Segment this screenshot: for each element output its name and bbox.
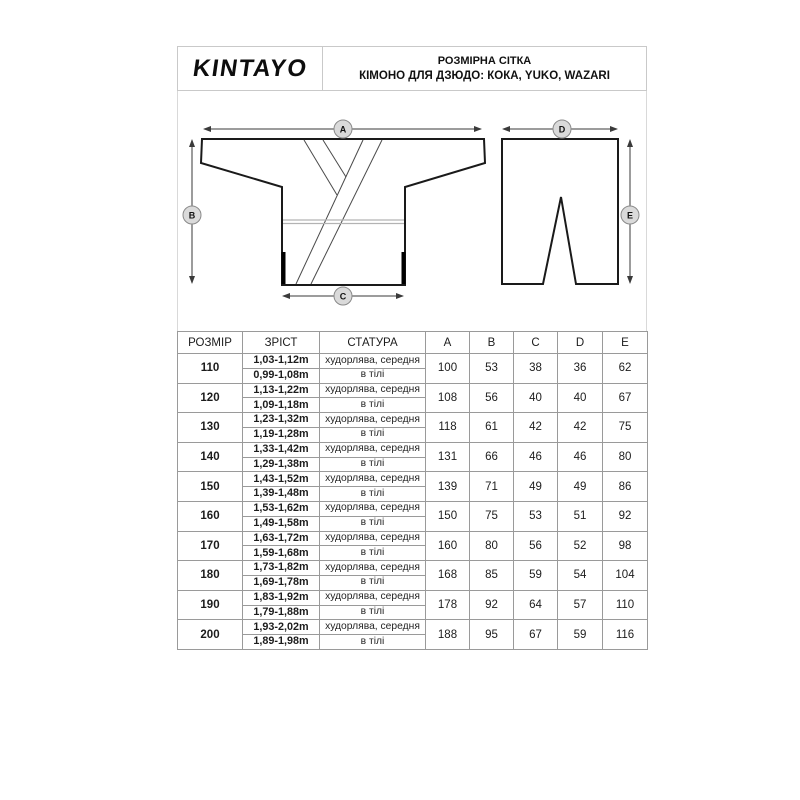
value-d: 49 <box>558 472 603 502</box>
value-d: 40 <box>558 383 603 413</box>
value-a: 178 <box>426 590 470 620</box>
dimension-label-e <box>621 206 639 224</box>
build-line-2: в тілі <box>320 516 426 531</box>
height-range-1: 1,33-1,42m <box>243 442 320 457</box>
height-range-2: 0,99-1,08m <box>243 368 320 383</box>
height-range-2: 1,39-1,48m <box>243 487 320 502</box>
height-range-2: 1,19-1,28m <box>243 427 320 442</box>
table-row <box>178 413 648 428</box>
pants-diagram <box>502 120 639 284</box>
table-row <box>178 442 648 457</box>
value-c: 64 <box>514 590 558 620</box>
brand-logo: KINTAYO <box>190 54 310 82</box>
value-d: 51 <box>558 501 603 531</box>
dimension-label-b <box>183 206 201 224</box>
value-d: 36 <box>558 354 603 384</box>
jacket-diagram <box>183 120 485 305</box>
build-line-2: в тілі <box>320 398 426 413</box>
value-a: 150 <box>426 501 470 531</box>
height-range-1: 1,83-1,92m <box>243 590 320 605</box>
dimension-label-c <box>334 287 352 305</box>
build-line-2: в тілі <box>320 457 426 472</box>
value-d: 52 <box>558 531 603 561</box>
value-d: 46 <box>558 442 603 472</box>
size-value: 200 <box>178 620 243 650</box>
value-d: 59 <box>558 620 603 650</box>
value-a: 160 <box>426 531 470 561</box>
value-d: 57 <box>558 590 603 620</box>
value-c: 38 <box>514 354 558 384</box>
value-e: 110 <box>603 590 648 620</box>
value-e: 62 <box>603 354 648 384</box>
height-range-1: 1,73-1,82m <box>243 561 320 576</box>
value-c: 40 <box>514 383 558 413</box>
height-range-1: 1,93-2,02m <box>243 620 320 635</box>
diagram-section <box>177 91 647 331</box>
jacket-outline <box>201 139 485 285</box>
value-b: 66 <box>470 442 514 472</box>
col-header-c: C <box>514 332 558 354</box>
col-header-e: E <box>603 332 648 354</box>
value-c: 49 <box>514 472 558 502</box>
build-line-1: худорлява, середня <box>320 442 426 457</box>
value-e: 75 <box>603 413 648 443</box>
value-a: 168 <box>426 561 470 591</box>
build-line-1: худорлява, середня <box>320 354 426 369</box>
value-e: 67 <box>603 383 648 413</box>
svg-text:C: C <box>339 291 347 302</box>
value-b: 61 <box>470 413 514 443</box>
table-row <box>178 472 648 487</box>
size-value: 130 <box>178 413 243 443</box>
size-table-body <box>178 354 648 650</box>
value-a: 108 <box>426 383 470 413</box>
table-row <box>178 590 648 605</box>
svg-text:B: B <box>188 210 196 221</box>
col-header-size: РОЗМІР <box>178 332 243 354</box>
table-row <box>178 354 648 369</box>
table-row <box>178 620 648 635</box>
svg-text:E: E <box>626 210 634 221</box>
value-a: 131 <box>426 442 470 472</box>
header <box>177 46 647 91</box>
svg-text:A: A <box>339 124 347 135</box>
value-e: 98 <box>603 531 648 561</box>
value-c: 42 <box>514 413 558 443</box>
document-title: РОЗМІРНА СІТКА <box>437 54 532 67</box>
document-subtitle: КІМОНО ДЛЯ ДЗЮДО: КОКА, YUKO, WAZARI <box>359 69 610 82</box>
build-line-1: худорлява, середня <box>320 531 426 546</box>
value-c: 67 <box>514 620 558 650</box>
value-a: 188 <box>426 620 470 650</box>
value-b: 92 <box>470 590 514 620</box>
height-range-2: 1,49-1,58m <box>243 516 320 531</box>
value-a: 139 <box>426 472 470 502</box>
value-a: 100 <box>426 354 470 384</box>
col-header-b: B <box>470 332 514 354</box>
value-b: 85 <box>470 561 514 591</box>
height-range-1: 1,13-1,22m <box>243 383 320 398</box>
build-line-1: худорлява, середня <box>320 501 426 516</box>
table-row <box>178 501 648 516</box>
height-range-2: 1,29-1,38m <box>243 457 320 472</box>
height-range-2: 1,09-1,18m <box>243 398 320 413</box>
build-line-1: худорлява, середня <box>320 383 426 398</box>
height-range-2: 1,59-1,68m <box>243 546 320 561</box>
svg-text:D: D <box>558 124 566 135</box>
build-line-1: худорлява, середня <box>320 413 426 428</box>
build-line-2: в тілі <box>320 427 426 442</box>
size-value: 170 <box>178 531 243 561</box>
title-cell <box>323 47 646 90</box>
height-range-1: 1,53-1,62m <box>243 501 320 516</box>
build-line-2: в тілі <box>320 487 426 502</box>
size-value: 150 <box>178 472 243 502</box>
value-e: 92 <box>603 501 648 531</box>
col-header-height: ЗРІСТ <box>243 332 320 354</box>
pants-outline <box>502 139 618 284</box>
value-c: 56 <box>514 531 558 561</box>
build-line-2: в тілі <box>320 575 426 590</box>
size-value: 190 <box>178 590 243 620</box>
build-line-1: худорлява, середня <box>320 561 426 576</box>
table-row <box>178 383 648 398</box>
dimension-label-d <box>553 120 571 138</box>
height-range-2: 1,69-1,78m <box>243 575 320 590</box>
height-range-1: 1,43-1,52m <box>243 472 320 487</box>
value-a: 118 <box>426 413 470 443</box>
value-b: 80 <box>470 531 514 561</box>
value-d: 54 <box>558 561 603 591</box>
build-line-1: худорлява, середня <box>320 620 426 635</box>
build-line-2: в тілі <box>320 368 426 383</box>
col-header-build: СТАТУРА <box>320 332 426 354</box>
table-row <box>178 561 648 576</box>
logo-cell <box>178 47 323 90</box>
size-value: 160 <box>178 501 243 531</box>
size-value: 120 <box>178 383 243 413</box>
value-c: 59 <box>514 561 558 591</box>
height-range-1: 1,63-1,72m <box>243 531 320 546</box>
size-value: 180 <box>178 561 243 591</box>
build-line-2: в тілі <box>320 605 426 620</box>
page <box>177 46 647 650</box>
dimension-label-a <box>334 120 352 138</box>
value-e: 80 <box>603 442 648 472</box>
value-d: 42 <box>558 413 603 443</box>
value-b: 71 <box>470 472 514 502</box>
value-e: 116 <box>603 620 648 650</box>
value-e: 104 <box>603 561 648 591</box>
col-header-a: A <box>426 332 470 354</box>
value-c: 46 <box>514 442 558 472</box>
value-b: 56 <box>470 383 514 413</box>
height-range-1: 1,03-1,12m <box>243 354 320 369</box>
measurement-diagram <box>178 91 646 331</box>
table-row <box>178 531 648 546</box>
build-line-1: худорлява, середня <box>320 472 426 487</box>
col-header-d: D <box>558 332 603 354</box>
value-b: 95 <box>470 620 514 650</box>
size-value: 110 <box>178 354 243 384</box>
size-value: 140 <box>178 442 243 472</box>
height-range-2: 1,89-1,98m <box>243 635 320 650</box>
height-range-2: 1,79-1,88m <box>243 605 320 620</box>
build-line-2: в тілі <box>320 635 426 650</box>
build-line-1: худорлява, середня <box>320 590 426 605</box>
value-c: 53 <box>514 501 558 531</box>
size-table-head <box>178 332 648 354</box>
size-table <box>177 331 648 650</box>
value-e: 86 <box>603 472 648 502</box>
height-range-1: 1,23-1,32m <box>243 413 320 428</box>
value-b: 53 <box>470 354 514 384</box>
build-line-2: в тілі <box>320 546 426 561</box>
value-b: 75 <box>470 501 514 531</box>
